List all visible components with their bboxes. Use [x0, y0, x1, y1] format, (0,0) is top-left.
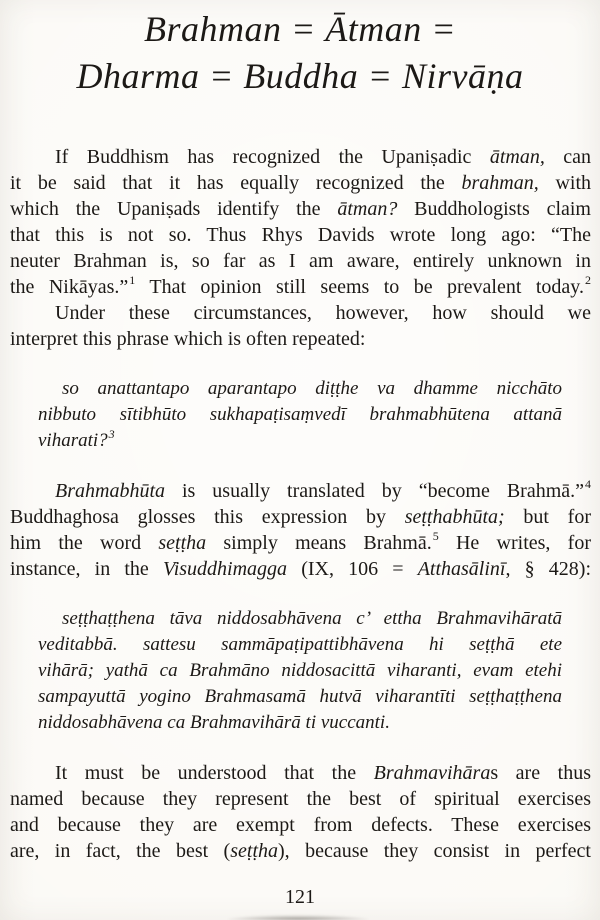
second-paragraph — [10, 300, 591, 352]
italic-text: veditabbā. sattesu sammāpaṭipattibhāvena hi seṭṭhā ete — [38, 634, 562, 655]
italic-text: Atthasālinī — [417, 558, 506, 580]
italic-text: seṭṭhaṭṭhena tāva niddosabhāvena c’ ettha Brahmavihāratā — [62, 608, 562, 629]
body-text: with — [538, 172, 591, 194]
body-text: are, in fact, the best ( — [10, 840, 231, 862]
text-line — [10, 556, 591, 582]
text-line — [38, 606, 562, 632]
text-line — [10, 812, 591, 838]
body-text: Buddhaghosa glosses this expression by — [10, 506, 405, 528]
body-text: named because they represent the best of spiritual exercises — [10, 788, 591, 810]
body-text: s are thus — [490, 762, 591, 784]
italic-text: seṭṭhabhūta; — [404, 506, 505, 528]
text-line — [10, 504, 591, 530]
italic-text: sampayuttā yogino Brahmasamā hutvā viharantīti seṭṭhaṭṭhena — [38, 686, 562, 707]
body-text: If Buddhism has recognized the Upaniṣadic — [55, 146, 490, 168]
italic-text: ātman, — [489, 146, 545, 168]
footnote-marker: 2 — [585, 273, 591, 288]
italic-text: niddosabhāvena ca Brahmavihārā ti vuccanti. — [38, 712, 390, 733]
text-line — [10, 248, 591, 274]
scan-shadow-artifact — [228, 915, 368, 920]
italic-text: so anattantapo aparantapo diṭṭhe va dhamme nicchāto — [62, 378, 562, 399]
italic-text: brahman, — [461, 172, 539, 194]
text-line — [10, 326, 591, 352]
text-line — [38, 376, 562, 402]
body-text: the Nikāyas.” — [10, 276, 129, 298]
text-line — [38, 632, 562, 658]
body-text: simply means Brahmā. — [206, 532, 432, 554]
footnote-marker: 1 — [129, 273, 136, 288]
page-title-line-1: Brahman = Ātman = — [143, 9, 457, 49]
body-text: Buddhologists claim — [397, 198, 591, 220]
body-text: ), because they consist in perfect — [278, 840, 591, 862]
third-paragraph — [10, 478, 591, 582]
body-text: He writes, for — [438, 532, 591, 554]
body-text: , § 428): — [505, 558, 591, 580]
body-text: that this is not so. Thus Rhys Davids wrote long ago: “The — [10, 224, 591, 246]
text-line — [10, 530, 591, 556]
text-line — [38, 658, 562, 684]
text-line — [38, 402, 562, 428]
text-line — [38, 710, 562, 736]
italic-text: seṭṭha — [230, 840, 279, 862]
text-line — [10, 274, 591, 300]
text-line — [38, 684, 562, 710]
page-title-line-2: Dharma = Buddha = Nirvāṇa — [76, 56, 524, 96]
body-text: him the word — [10, 532, 159, 554]
body-text: can — [544, 146, 591, 168]
footnote-marker: 5 — [432, 529, 439, 544]
body-text: interpret this phrase which is often repeated: — [10, 328, 366, 350]
text-line — [10, 760, 591, 786]
text-line — [10, 144, 591, 170]
body-text: Under these circumstances, however, how should we — [55, 302, 591, 324]
body-text: is usually translated by “become Brahmā.” — [165, 480, 584, 502]
text-line — [10, 478, 591, 504]
text-line — [10, 196, 591, 222]
body-text: it be said that it has equally recognized the — [10, 172, 462, 194]
italic-text: nibbuto sītibhūto sukhapaṭisaṃvedī brahmabhūtena attanā — [38, 404, 562, 425]
pali-quote-2 — [38, 606, 562, 736]
body-text: instance, in the — [10, 558, 163, 580]
text-line — [10, 786, 591, 812]
italic-text: Brahmavihāra — [373, 762, 491, 784]
italic-text: seṭṭha — [158, 532, 207, 554]
footnote-marker: 4 — [585, 477, 591, 492]
text-line — [10, 222, 591, 248]
footnote-marker: 3 — [108, 426, 115, 441]
text-line — [10, 838, 591, 864]
page-number: 121 — [285, 886, 315, 908]
italic-text: ātman? — [337, 198, 398, 220]
body-text: That opinion still seems to be prevalent today. — [135, 276, 584, 298]
text-line — [10, 170, 591, 196]
body-text: but for — [504, 506, 591, 528]
opening-paragraph — [10, 144, 591, 300]
body-text: It must be understood that the — [55, 762, 374, 784]
pali-quote-1 — [38, 376, 562, 454]
page-title — [0, 6, 600, 100]
italic-text: Visuddhimagga — [162, 558, 288, 580]
body-text: which the Upaniṣads identify the — [10, 198, 338, 220]
italic-text: viharati? — [38, 430, 108, 451]
text-body — [0, 144, 600, 864]
closing-paragraph — [10, 760, 591, 864]
body-text: (IX, 106 = — [287, 558, 418, 580]
text-line — [38, 428, 562, 454]
text-line — [10, 300, 591, 326]
body-text: neuter Brahman is, so far as I am aware, entirely unknown in — [10, 250, 591, 272]
italic-text: vihārā; yathā ca Brahmāno niddosacittā viharanti, evam etehi — [38, 660, 562, 681]
italic-text: Brahmabhūta — [55, 480, 165, 502]
body-text: and because they are exempt from defects. These exercises — [10, 814, 591, 836]
